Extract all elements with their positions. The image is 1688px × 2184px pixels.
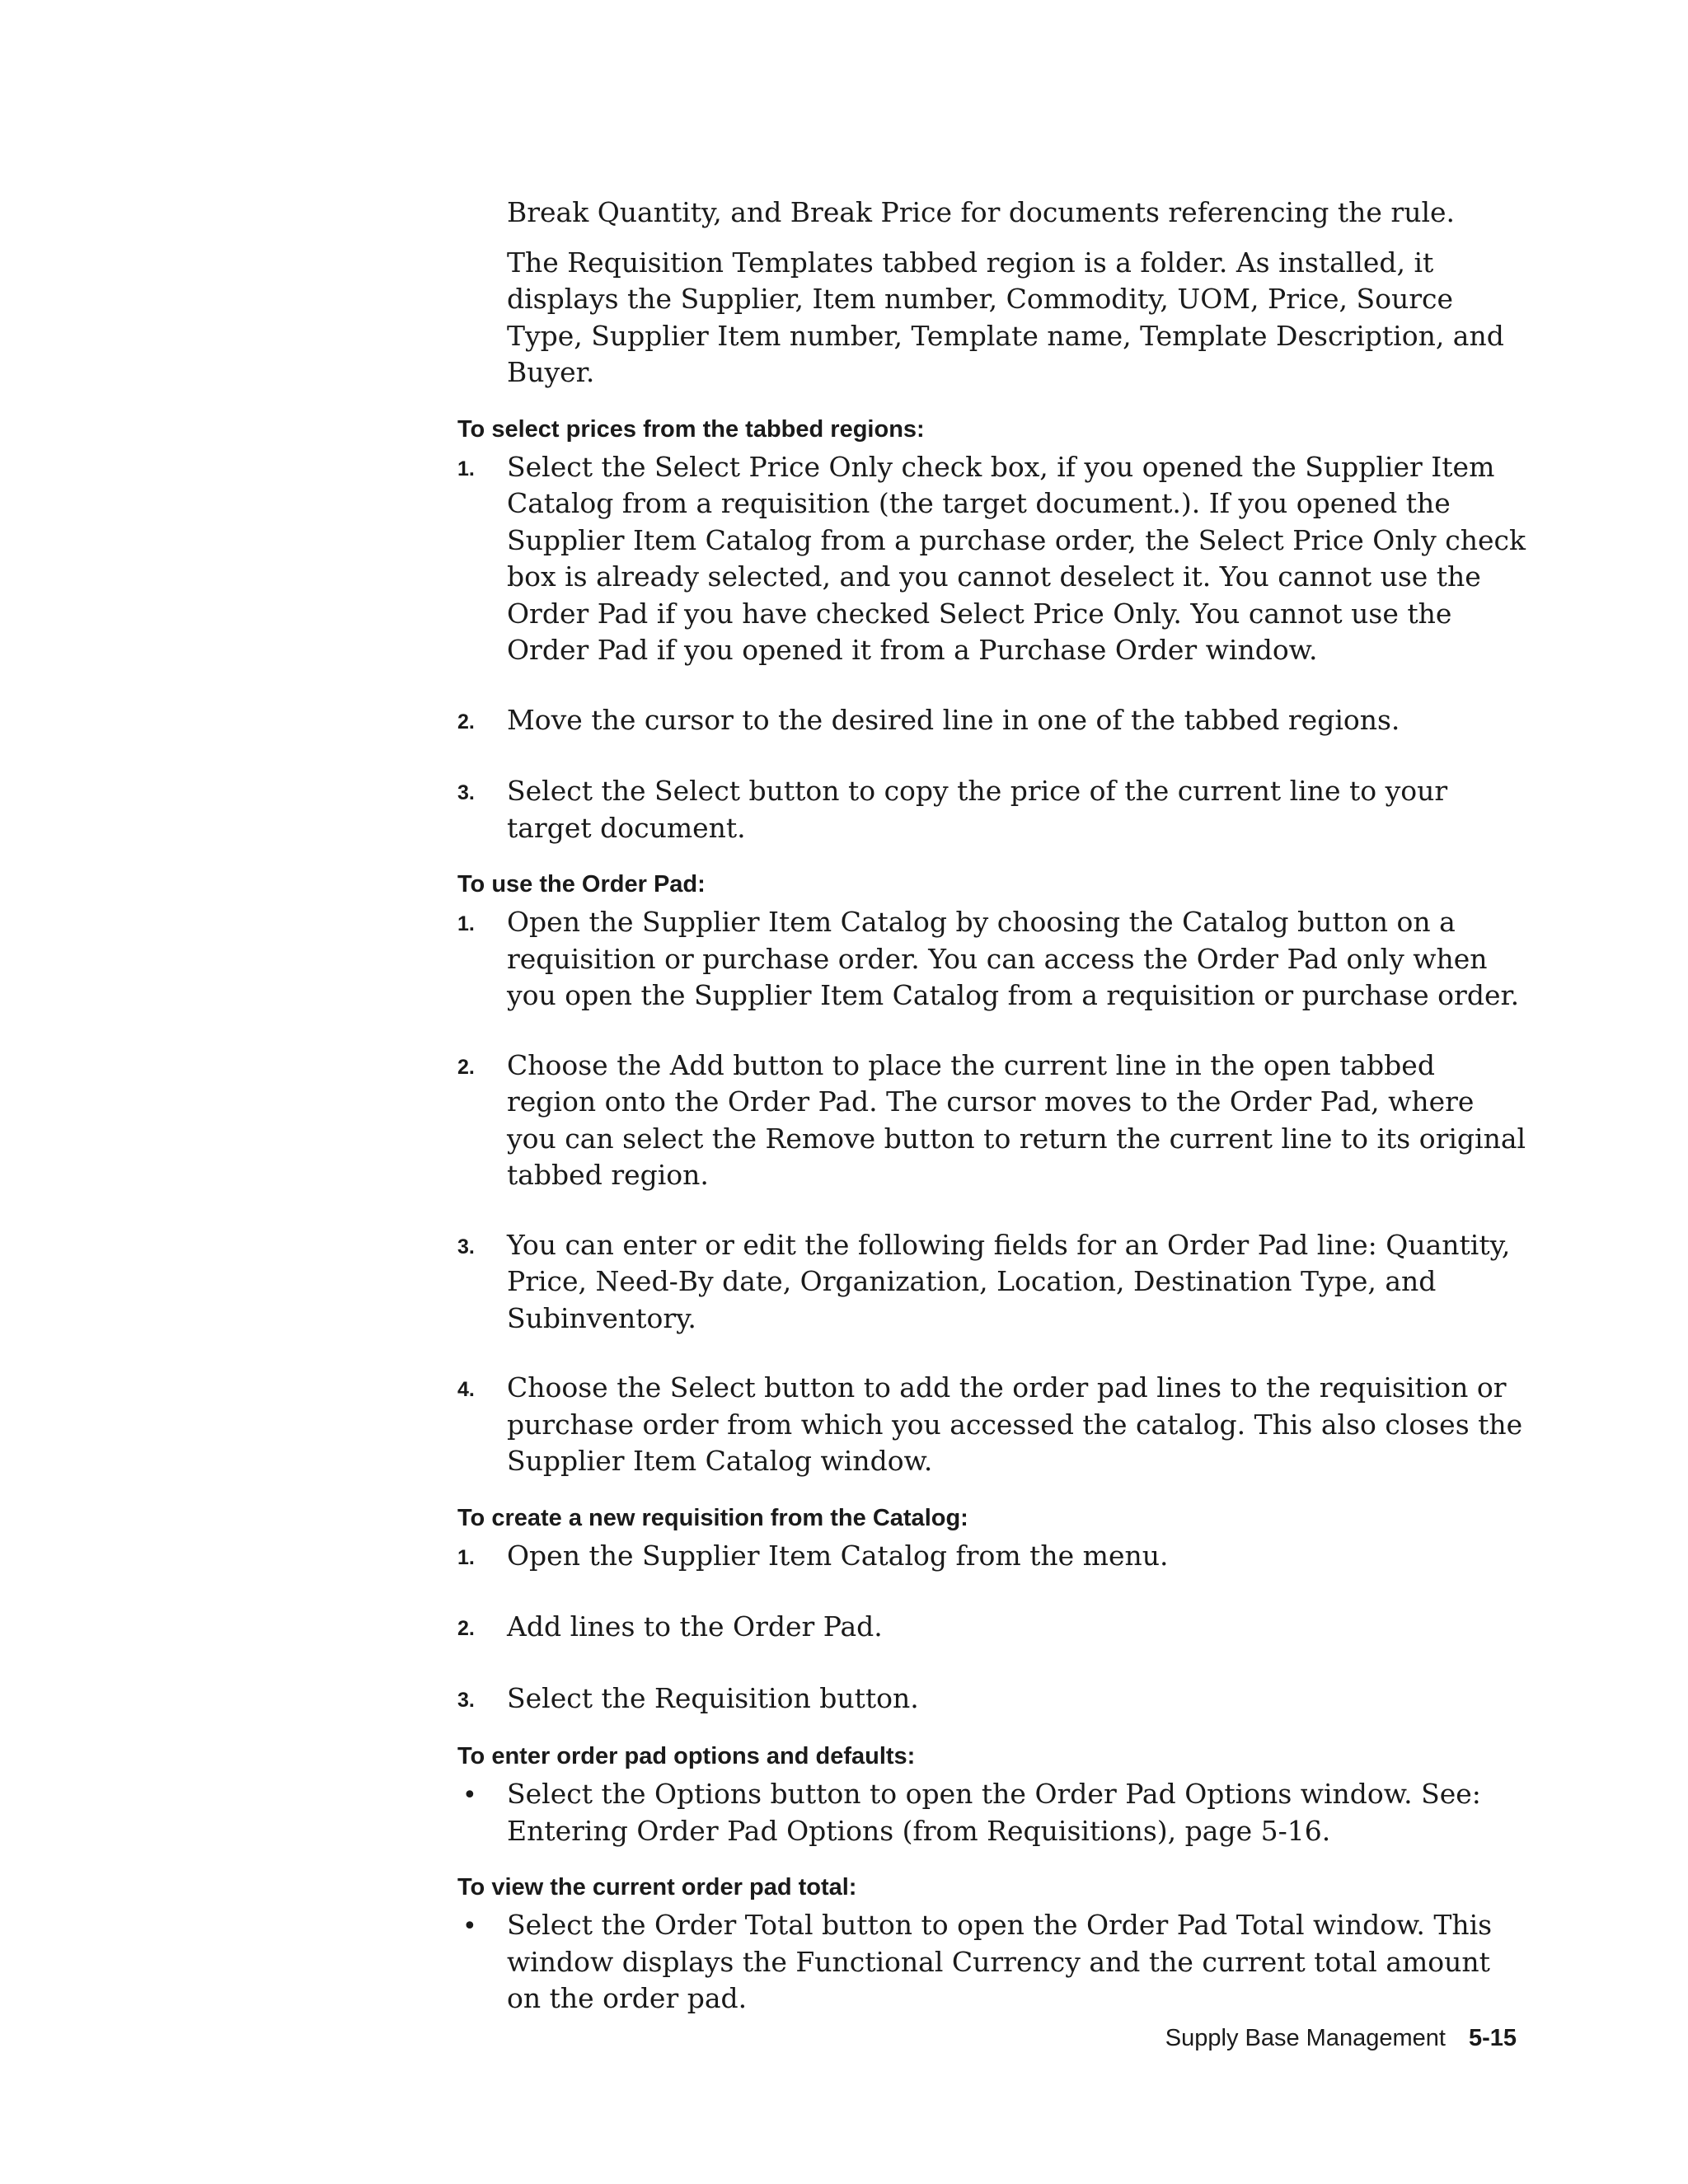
- list-item: [457, 1907, 1529, 2018]
- page-content: [457, 194, 1529, 2018]
- step-number: 2.: [457, 1617, 475, 1640]
- page-footer: [907, 2023, 1517, 2053]
- list-item: [457, 904, 1529, 1015]
- bullet-text: Select the Options button to open the Order Pad Options window. See: Entering Order Pad Options (from Requisitions), page 5-16.: [507, 1778, 1481, 1847]
- step-text: You can enter or edit the following fields for an Order Pad line: Quantity, Price, Need-By date, Organization, Location, Destination Type, and Subinventory.: [507, 1228, 1511, 1334]
- list-item: [457, 449, 1529, 669]
- step-text: Move the cursor to the desired line in one of the tabbed regions.: [507, 703, 1400, 736]
- intro-paragraph-1: Break Quantity, and Break Price for documents referencing the rule.: [507, 196, 1456, 228]
- section-heading-options: To enter order pad options and defaults:: [457, 1743, 916, 1769]
- list-item: [457, 1538, 1529, 1577]
- step-text: Choose the Add button to place the current line in the open tabbed region onto the Order Pad. The cursor moves to the Order Pad, where you can select the Remove button to return the current line to its original tabbed region.: [507, 1048, 1526, 1191]
- section-heading-total: To view the current order pad total:: [457, 1874, 857, 1900]
- section-heading-new-requisition: To create a new requisition from the Catalog:: [457, 1504, 968, 1531]
- step-text: Select the Requisition button.: [507, 1681, 919, 1714]
- step-number: 3.: [457, 781, 475, 804]
- step-text: Open the Supplier Item Catalog by choosing the Catalog button on a requisition or purchase order. You can access the Order Pad only when you open the Supplier Item Catalog from a requisition or purchase order.: [507, 906, 1520, 1011]
- list-item: [457, 1776, 1529, 1849]
- footer-chapter-title: Supply Base Management: [1165, 2025, 1446, 2051]
- list-item: [457, 1370, 1529, 1480]
- step-text: Open the Supplier Item Catalog from the menu.: [507, 1539, 1169, 1572]
- step-number: 3.: [457, 1235, 475, 1258]
- list-item: [457, 1227, 1529, 1338]
- steps-order-pad: [457, 904, 1529, 1480]
- bullet-text: Select the Order Total button to open the Order Pad Total window. This window displays the Functional Currency and the current total amount on the order pad.: [507, 1909, 1493, 2014]
- list-item: [457, 1047, 1529, 1194]
- bullet-marker: •: [462, 1912, 477, 1941]
- list-item: [457, 773, 1529, 846]
- step-number: 2.: [457, 1055, 475, 1079]
- step-text: Select the Select button to copy the price of the current line to your target document.: [507, 775, 1448, 844]
- step-number: 4.: [457, 1378, 475, 1401]
- step-text: Select the Select Price Only check box, if you opened the Supplier Item Catalog from a requisition (the target document.). If you opened the Supplier Item Catalog from a purchase order, the Select Price Only check box is already selected, and you cannot deselect it. You cannot use the Order Pad if you have checked Select Price Only. You cannot use the Order Pad if you opened it from a Purchase Order window.: [507, 450, 1526, 666]
- step-text: Add lines to the Order Pad.: [507, 1610, 883, 1643]
- step-number: 1.: [457, 1545, 475, 1569]
- list-item: [457, 702, 1529, 741]
- step-number: 1.: [457, 457, 475, 480]
- section-heading-select-prices: To select prices from the tabbed regions:: [457, 415, 925, 443]
- bullet-marker: •: [462, 1781, 477, 1810]
- bullets-options: [457, 1776, 1529, 1849]
- step-text: Choose the Select button to add the order pad lines to the requisition or purchase order from which you accessed the catalog. This also closes the Supplier Item Catalog window.: [507, 1371, 1523, 1477]
- page-number: 5-15: [1468, 2025, 1517, 2051]
- steps-select-prices: [457, 449, 1529, 847]
- list-item: [457, 1680, 1529, 1719]
- bullets-total: [457, 1907, 1529, 2018]
- list-item: [457, 1609, 1529, 1647]
- intro-paragraph-2: The Requisition Templates tabbed region is a folder. As installed, it displays the Supplier, Item number, Commodity, UOM, Price, Source Type, Supplier Item number, Template name, Template Description, and Buyer.: [507, 246, 1504, 388]
- step-number: 3.: [457, 1688, 475, 1712]
- steps-new-requisition: [457, 1538, 1529, 1719]
- step-number: 2.: [457, 710, 475, 733]
- section-heading-order-pad: To use the Order Pad:: [457, 871, 706, 898]
- step-number: 1.: [457, 912, 475, 935]
